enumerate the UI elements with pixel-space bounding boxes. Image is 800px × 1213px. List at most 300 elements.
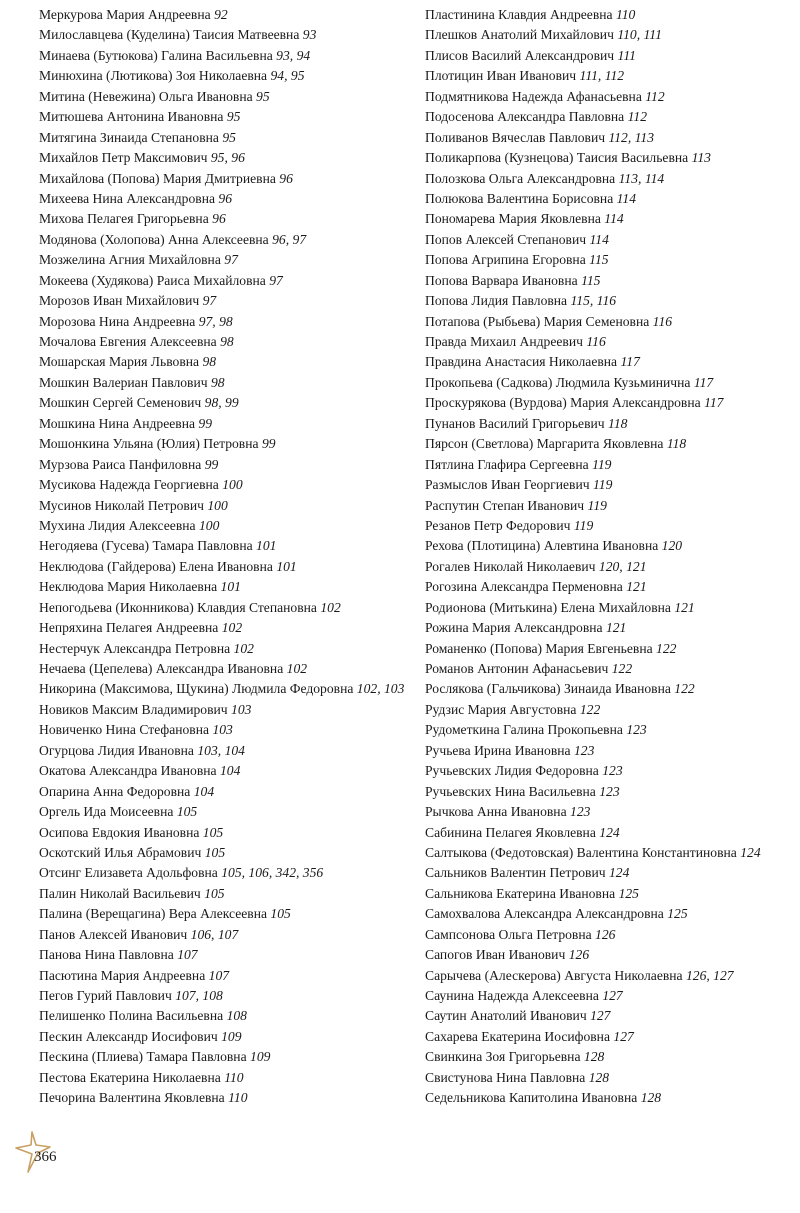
entry-pages: 111, 112 bbox=[579, 68, 625, 84]
index-entry bbox=[425, 169, 795, 189]
entry-name: Проскурякова (Вурдова) Мария Александровна bbox=[425, 395, 701, 411]
entry-name: Романенко (Попова) Мария Евгеньевна bbox=[425, 640, 653, 656]
entry-pages: 119 bbox=[587, 497, 607, 513]
entry-pages: 102, 103 bbox=[356, 681, 405, 697]
index-entry bbox=[39, 516, 409, 536]
entry-pages: 105 bbox=[270, 906, 291, 922]
entry-name: Неклюдова Мария Николаевна bbox=[39, 579, 218, 595]
entry-pages: 115 bbox=[589, 252, 609, 268]
entry-pages: 93, 94 bbox=[276, 47, 311, 63]
entry-pages: 110 bbox=[228, 1090, 248, 1106]
entry-name: Полозкова Ольга Александровна bbox=[425, 170, 616, 186]
entry-name: Плисов Василий Александрович bbox=[425, 47, 615, 63]
entry-pages: 111 bbox=[617, 47, 636, 63]
index-entry bbox=[425, 87, 795, 107]
entry-name: Саутин Анатолий Иванович bbox=[425, 1008, 587, 1024]
entry-pages: 109 bbox=[221, 1028, 242, 1044]
entry-name: Мусикова Надежда Георгиевна bbox=[39, 477, 219, 493]
entry-name: Попова Варвара Ивановна bbox=[425, 272, 578, 288]
entry-name: Ручьева Ирина Ивановна bbox=[425, 742, 571, 758]
index-entry bbox=[425, 312, 795, 332]
entry-name: Михайлова (Попова) Мария Дмитриевна bbox=[39, 170, 276, 186]
index-entry bbox=[39, 802, 409, 822]
entry-pages: 124 bbox=[599, 824, 620, 840]
entry-pages: 110 bbox=[224, 1069, 244, 1085]
index-entry bbox=[425, 128, 795, 148]
index-entry bbox=[39, 966, 409, 986]
entry-pages: 127 bbox=[613, 1028, 634, 1044]
entry-name: Размыслов Иван Георгиевич bbox=[425, 477, 590, 493]
entry-name: Мочалова Евгения Алексеевна bbox=[39, 334, 217, 349]
index-entry bbox=[39, 496, 409, 516]
entry-pages: 123 bbox=[574, 742, 595, 758]
entry-name: Сампсонова Ольга Петровна bbox=[425, 926, 592, 942]
entry-name: Модянова (Холопова) Анна Алексеевна bbox=[39, 231, 269, 247]
index-entry bbox=[425, 1027, 795, 1047]
entry-pages: 125 bbox=[667, 906, 688, 922]
entry-name: Пескина (Плиева) Тамара Павловна bbox=[39, 1049, 247, 1065]
entry-name: Рудометкина Галина Прокопьевна bbox=[425, 722, 623, 738]
index-entry bbox=[425, 618, 795, 638]
entry-name: Мозжелина Агния Михайловна bbox=[39, 252, 221, 268]
entry-pages: 109 bbox=[250, 1049, 271, 1065]
index-entry bbox=[39, 536, 409, 556]
index-entry bbox=[39, 639, 409, 659]
entry-name: Сальникова Екатерина Ивановна bbox=[425, 885, 616, 901]
entry-name: Мошкин Валериан Павлович bbox=[39, 374, 208, 390]
index-entry bbox=[425, 434, 795, 454]
index-entry bbox=[425, 700, 795, 720]
entry-pages: 103 bbox=[231, 701, 252, 717]
entry-pages: 118 bbox=[666, 436, 687, 452]
entry-pages: 112 bbox=[645, 88, 665, 104]
entry-pages: 102 bbox=[320, 599, 341, 615]
entry-name: Сарычева (Алескерова) Августа Николаевна bbox=[425, 967, 683, 983]
index-entry bbox=[39, 352, 409, 372]
index-entry bbox=[39, 128, 409, 148]
index-entry bbox=[425, 904, 795, 924]
index-entry bbox=[39, 66, 409, 86]
entry-pages: 104 bbox=[193, 783, 215, 799]
index-entry bbox=[39, 1027, 409, 1047]
index-entry bbox=[425, 271, 795, 291]
entry-name: Огурцова Лидия Ивановна bbox=[39, 742, 194, 758]
entry-name: Мошкин Сергей Семенович bbox=[39, 395, 202, 411]
index-entry bbox=[39, 434, 409, 454]
entry-pages: 113, 114 bbox=[618, 170, 665, 186]
index-entry bbox=[425, 843, 795, 863]
entry-pages: 124 bbox=[740, 844, 761, 860]
entry-pages: 98, 99 bbox=[204, 395, 239, 411]
index-entry bbox=[425, 373, 795, 393]
entry-pages: 123 bbox=[602, 763, 623, 779]
entry-pages: 104 bbox=[219, 763, 241, 779]
entry-pages: 102 bbox=[233, 640, 254, 656]
entry-pages: 115 bbox=[581, 272, 601, 288]
entry-pages: 95 bbox=[222, 129, 236, 145]
entry-name: Попова Лидия Павловна bbox=[425, 293, 568, 309]
entry-name: Поликарпова (Кузнецова) Таисия Васильевна bbox=[425, 150, 689, 166]
index-entry bbox=[425, 66, 795, 86]
entry-name: Ручьевских Нина Васильевна bbox=[425, 783, 596, 799]
page-footer bbox=[10, 1128, 80, 1178]
entry-pages: 122 bbox=[656, 640, 677, 656]
index-entry bbox=[39, 46, 409, 66]
index-entry bbox=[425, 455, 795, 475]
index-entry bbox=[39, 659, 409, 679]
entry-name: Мусинов Николай Петрович bbox=[39, 497, 204, 513]
entry-pages: 114 bbox=[604, 211, 624, 227]
entry-name: Ручьевских Лидия Федоровна bbox=[425, 763, 599, 779]
index-entry bbox=[425, 332, 795, 352]
index-entry bbox=[39, 904, 409, 924]
entry-name: Никорина (Максимова, Щукина) Людмила Федоровна bbox=[39, 681, 354, 697]
index-entry bbox=[39, 332, 409, 352]
entry-name: Свинкина Зоя Григорьевна bbox=[425, 1049, 581, 1065]
entry-pages: 95, 96 bbox=[210, 150, 245, 166]
entry-pages: 116 bbox=[652, 313, 673, 329]
entry-pages: 95 bbox=[256, 88, 270, 104]
index-entry bbox=[39, 414, 409, 434]
entry-pages: 122 bbox=[579, 701, 601, 717]
index-entry bbox=[39, 189, 409, 209]
entry-pages: 97 bbox=[202, 293, 217, 309]
index-entry bbox=[425, 945, 795, 965]
entry-pages: 94, 95 bbox=[270, 68, 305, 84]
index-entry bbox=[425, 577, 795, 597]
index-entry bbox=[39, 986, 409, 1006]
entry-pages: 97 bbox=[224, 252, 238, 268]
entry-name: Мошкина Нина Андреевна bbox=[39, 415, 195, 431]
entry-name: Печорина Валентина Яковлевна bbox=[39, 1090, 225, 1106]
index-entry bbox=[425, 1068, 795, 1088]
entry-pages: 121 bbox=[626, 579, 647, 595]
index-entry bbox=[425, 393, 795, 413]
entry-name: Минюхина (Лютикова) Зоя Николаевна bbox=[39, 68, 268, 84]
index-entry bbox=[39, 884, 409, 904]
entry-pages: 103 bbox=[212, 722, 233, 738]
index-entry bbox=[39, 557, 409, 577]
index-entry bbox=[39, 169, 409, 189]
entry-pages: 121 bbox=[674, 599, 695, 615]
entry-name: Меркурова Мария Андреевна bbox=[39, 7, 211, 22]
index-entry bbox=[425, 46, 795, 66]
index-entry bbox=[39, 823, 409, 843]
index-entry bbox=[425, 230, 795, 250]
entry-name: Мухина Лидия Алексеевна bbox=[39, 517, 196, 533]
index-entry bbox=[39, 148, 409, 168]
index-entry bbox=[39, 87, 409, 107]
entry-name: Рудзис Мария Августовна bbox=[425, 701, 577, 717]
index-entry bbox=[39, 291, 409, 311]
index-entry bbox=[39, 863, 409, 883]
entry-name: Потапова (Рыбьева) Мария Семеновна bbox=[425, 313, 650, 329]
entry-name: Сабинина Пелагея Яковлевна bbox=[425, 824, 596, 840]
entry-pages: 93 bbox=[302, 27, 317, 43]
index-entry bbox=[39, 373, 409, 393]
entry-name: Морозова Нина Андреевна bbox=[39, 313, 196, 329]
index-entry bbox=[425, 1088, 795, 1108]
entry-pages: 125 bbox=[618, 885, 639, 901]
index-entry bbox=[425, 741, 795, 761]
entry-pages: 120, 121 bbox=[598, 558, 647, 574]
entry-pages: 127 bbox=[602, 988, 623, 1003]
index-entry bbox=[39, 679, 409, 699]
index-entry bbox=[39, 1047, 409, 1067]
entry-name: Опарина Анна Федоровна bbox=[39, 783, 191, 799]
entry-pages: 117 bbox=[704, 395, 724, 411]
entry-pages: 106, 107 bbox=[190, 926, 239, 942]
entry-pages: 120 bbox=[661, 538, 683, 554]
entry-pages: 99 bbox=[198, 415, 212, 431]
index-entry bbox=[425, 925, 795, 945]
entry-name: Пятлина Глафира Сергеевна bbox=[425, 456, 589, 472]
entry-pages: 126 bbox=[568, 947, 590, 963]
index-entry bbox=[39, 700, 409, 720]
entry-name: Новиченко Нина Стефановна bbox=[39, 722, 210, 738]
entry-name: Пестова Екатерина Николаевна bbox=[39, 1069, 221, 1085]
index-entry bbox=[425, 986, 795, 1006]
index-entry bbox=[39, 393, 409, 413]
entry-pages: 98 bbox=[220, 334, 234, 349]
index-entry bbox=[425, 639, 795, 659]
entry-name: Подмятникова Надежда Афанасьевна bbox=[425, 88, 642, 104]
entry-name: Салтыкова (Федотовская) Валентина Константиновна bbox=[425, 844, 737, 860]
entry-name: Рычкова Анна Ивановна bbox=[425, 804, 567, 820]
entry-name: Рослякова (Гальчикова) Зинаида Ивановна bbox=[425, 681, 671, 697]
entry-name: Палина (Верещагина) Вера Алексеевна bbox=[39, 906, 268, 922]
entry-name: Непогодьева (Иконникова) Клавдия Степановна bbox=[39, 599, 317, 615]
entry-name: Резанов Петр Федорович bbox=[425, 517, 571, 533]
index-entry bbox=[39, 312, 409, 332]
entry-pages: 100 bbox=[207, 497, 228, 513]
index-entry bbox=[425, 5, 795, 25]
entry-pages: 114 bbox=[616, 190, 637, 206]
index-entry bbox=[425, 802, 795, 822]
entry-name: Седельникова Капитолина Ивановна bbox=[425, 1090, 638, 1106]
index-entry bbox=[39, 5, 409, 25]
entry-name: Митина (Невежина) Ольга Ивановна bbox=[39, 88, 253, 104]
entry-name: Минаева (Бутюкова) Галина Васильевна bbox=[39, 47, 273, 63]
index-entry bbox=[425, 496, 795, 516]
index-entry bbox=[425, 25, 795, 45]
entry-pages: 128 bbox=[640, 1090, 662, 1106]
index-entry bbox=[425, 291, 795, 311]
entry-pages: 105 bbox=[202, 824, 224, 840]
entry-name: Осипова Евдокия Ивановна bbox=[39, 824, 200, 840]
entry-name: Палин Николай Васильевич bbox=[39, 885, 201, 901]
entry-pages: 96 bbox=[279, 170, 293, 186]
index-entry bbox=[425, 679, 795, 699]
index-entry bbox=[425, 863, 795, 883]
index-entry bbox=[425, 884, 795, 904]
entry-pages: 96, 97 bbox=[272, 231, 307, 247]
entry-name: Милославцева (Куделина) Таисия Матвеевна bbox=[39, 27, 300, 43]
index-entry bbox=[425, 209, 795, 229]
index-entry bbox=[425, 966, 795, 986]
entry-name: Нестерчук Александра Петровна bbox=[39, 640, 231, 656]
index-entry bbox=[425, 761, 795, 781]
entry-pages: 123 bbox=[599, 783, 620, 799]
entry-name: Рожина Мария Александровна bbox=[425, 620, 603, 636]
index-entry bbox=[39, 475, 409, 495]
entry-pages: 96 bbox=[218, 190, 233, 206]
entry-pages: 107 bbox=[208, 967, 230, 983]
entry-pages: 105 bbox=[204, 844, 226, 860]
entry-name: Мошарская Мария Львовна bbox=[39, 354, 200, 370]
entry-pages: 118 bbox=[608, 415, 628, 431]
index-entry bbox=[39, 598, 409, 618]
index-entry bbox=[39, 782, 409, 802]
entry-name: Прокопьева (Садкова) Людмила Кузьминична bbox=[425, 374, 691, 390]
entry-name: Попов Алексей Степанович bbox=[425, 231, 587, 247]
entry-name: Плотицин Иван Иванович bbox=[425, 68, 577, 84]
entry-name: Пелишенко Полина Васильевна bbox=[39, 1008, 224, 1024]
entry-name: Михайлов Петр Максимович bbox=[39, 150, 208, 166]
entry-pages: 124 bbox=[608, 865, 630, 881]
index-entry bbox=[39, 741, 409, 761]
entry-name: Самохвалова Александра Александровна bbox=[425, 906, 664, 922]
entry-pages: 121 bbox=[605, 620, 627, 636]
entry-name: Подосенова Александра Павловна bbox=[425, 109, 625, 125]
index-entry bbox=[39, 271, 409, 291]
entry-pages: 119 bbox=[592, 456, 612, 472]
index-entry bbox=[425, 414, 795, 434]
entry-pages: 102 bbox=[286, 661, 308, 676]
index-entry bbox=[425, 659, 795, 679]
entry-pages: 128 bbox=[588, 1069, 610, 1085]
index-entry bbox=[39, 577, 409, 597]
entry-pages: 96 bbox=[212, 211, 226, 227]
entry-pages: 123 bbox=[626, 722, 647, 738]
index-entry bbox=[39, 1088, 409, 1108]
index-entry bbox=[425, 189, 795, 209]
entry-pages: 112, 113 bbox=[608, 129, 655, 145]
index-entry bbox=[425, 1047, 795, 1067]
entry-pages: 98 bbox=[211, 374, 225, 390]
entry-name: Михова Пелагея Григорьевна bbox=[39, 211, 209, 227]
entry-name: Новиков Максим Владимирович bbox=[39, 701, 228, 717]
index-entry bbox=[425, 148, 795, 168]
entry-pages: 92 bbox=[214, 7, 228, 22]
entry-name: Распутин Степан Иванович bbox=[425, 497, 585, 513]
entry-name: Панов Алексей Иванович bbox=[39, 926, 188, 942]
entry-name: Плешков Анатолий Михайлович bbox=[425, 27, 614, 43]
entry-name: Морозов Иван Михайлович bbox=[39, 293, 200, 309]
entry-name: Панова Нина Павловна bbox=[39, 947, 174, 963]
entry-name: Михеева Нина Александровна bbox=[39, 190, 216, 206]
entry-name: Пасютина Мария Андреевна bbox=[39, 967, 206, 983]
index-entry bbox=[39, 230, 409, 250]
index-entry bbox=[39, 1006, 409, 1026]
entry-pages: 117 bbox=[620, 354, 640, 370]
entry-name: Сальников Валентин Петрович bbox=[425, 865, 606, 881]
entry-name: Поливанов Вячеслав Павлович bbox=[425, 129, 606, 145]
entry-name: Свистунова Нина Павловна bbox=[425, 1069, 586, 1085]
index-entry bbox=[425, 782, 795, 802]
page-number: 366 bbox=[34, 1149, 57, 1165]
entry-pages: 114 bbox=[589, 231, 609, 247]
entry-name: Оргель Ида Моисеевна bbox=[39, 804, 174, 820]
index-entry bbox=[39, 945, 409, 965]
index-entry bbox=[425, 250, 795, 270]
entry-pages: 116 bbox=[586, 334, 606, 349]
index-entry bbox=[39, 925, 409, 945]
entry-pages: 102 bbox=[221, 620, 243, 636]
entry-pages: 97 bbox=[269, 272, 283, 288]
index-entry bbox=[425, 352, 795, 372]
entry-name: Пономарева Мария Яковлевна bbox=[425, 211, 601, 227]
index-column-left bbox=[39, 5, 409, 1109]
entry-name: Саунина Надежда Алексеевна bbox=[425, 988, 599, 1003]
entry-name: Сапогов Иван Иванович bbox=[425, 947, 566, 963]
entry-name: Мокеева (Худякова) Раиса Михайловна bbox=[39, 272, 266, 288]
index-entry bbox=[425, 1006, 795, 1026]
entry-pages: 117 bbox=[693, 374, 714, 390]
entry-pages: 110 bbox=[615, 7, 636, 22]
entry-name: Попова Агрипина Егоровна bbox=[425, 252, 586, 268]
entry-name: Окатова Александра Ивановна bbox=[39, 763, 217, 779]
index-entry bbox=[39, 107, 409, 127]
entry-pages: 101 bbox=[256, 538, 277, 554]
index-entry bbox=[425, 516, 795, 536]
entry-pages: 126 bbox=[595, 926, 616, 942]
entry-pages: 108 bbox=[226, 1008, 247, 1024]
index-entry bbox=[425, 557, 795, 577]
entry-name: Митюшева Антонина Ивановна bbox=[39, 109, 224, 125]
entry-name: Пескин Александр Иосифович bbox=[39, 1028, 218, 1044]
entry-pages: 95 bbox=[226, 109, 241, 125]
index-entry bbox=[39, 843, 409, 863]
entry-name: Рехова (Плотицина) Алевтина Ивановна bbox=[425, 538, 659, 554]
entry-pages: 119 bbox=[592, 477, 613, 493]
entry-pages: 98 bbox=[202, 354, 217, 370]
entry-name: Мурзова Раиса Панфиловна bbox=[39, 456, 202, 472]
entry-pages: 107, 108 bbox=[175, 988, 223, 1003]
index-entry bbox=[39, 455, 409, 475]
index-entry bbox=[39, 720, 409, 740]
entry-pages: 97, 98 bbox=[198, 313, 233, 329]
entry-pages: 103, 104 bbox=[197, 742, 245, 758]
entry-pages: 119 bbox=[573, 517, 594, 533]
entry-pages: 99 bbox=[261, 436, 276, 452]
entry-name: Правдина Анастасия Николаевна bbox=[425, 354, 618, 370]
entry-name: Правда Михаил Андреевич bbox=[425, 334, 583, 349]
index-entry bbox=[425, 598, 795, 618]
entry-pages: 101 bbox=[220, 579, 241, 595]
entry-name: Пегов Гурий Павлович bbox=[39, 988, 172, 1003]
entry-name: Отсинг Елизавета Адольфовна bbox=[39, 865, 218, 881]
entry-pages: 107 bbox=[177, 947, 198, 963]
entry-name: Оскотский Илья Абрамович bbox=[39, 844, 202, 860]
entry-pages: 115, 116 bbox=[570, 293, 617, 309]
entry-name: Романов Антонин Афанасьевич bbox=[425, 661, 609, 676]
entry-pages: 100 bbox=[222, 477, 243, 493]
entry-pages: 122 bbox=[674, 681, 695, 697]
entry-name: Рогалев Николай Николаевич bbox=[425, 558, 596, 574]
index-entry bbox=[39, 618, 409, 638]
entry-name: Митягина Зинаида Степановна bbox=[39, 129, 219, 145]
entry-name: Сахарева Екатерина Иосифовна bbox=[425, 1028, 610, 1044]
entry-name: Рогозина Александра Перменовна bbox=[425, 579, 623, 595]
entry-name: Нечаева (Цепелева) Александра Ивановна bbox=[39, 661, 284, 676]
index-entry bbox=[425, 536, 795, 556]
index-column-right bbox=[425, 5, 795, 1109]
entry-pages: 126, 127 bbox=[685, 967, 734, 983]
entry-name: Пярсон (Светлова) Маргарита Яковлевна bbox=[425, 436, 664, 452]
entry-pages: 127 bbox=[590, 1008, 611, 1024]
entry-pages: 100 bbox=[198, 517, 220, 533]
